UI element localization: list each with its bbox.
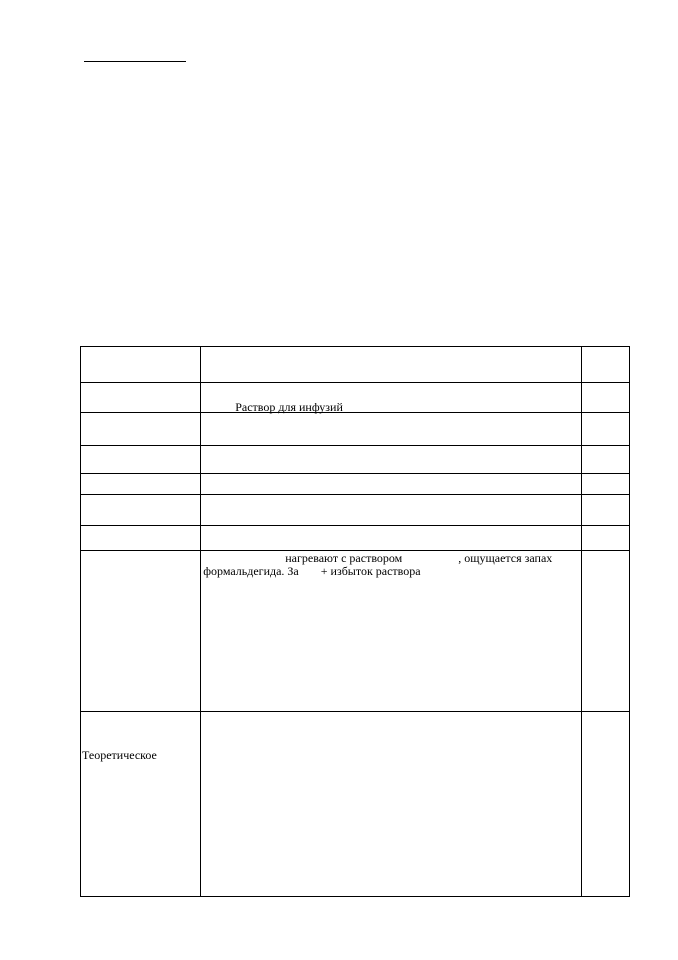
row-label-cell (81, 474, 201, 495)
row-label-cell (81, 347, 201, 383)
table-row (81, 526, 630, 551)
row-content-cell (201, 712, 582, 897)
reaction-text-part: формальдегида. За (203, 564, 299, 578)
row-label-cell (81, 446, 201, 474)
reaction-text-part: , ощущается запах (458, 551, 553, 565)
table-row (81, 413, 630, 446)
table-row (81, 446, 630, 474)
row-content-cell (201, 551, 582, 712)
dosage-form-text: Раствор для инфузий (235, 400, 343, 414)
reaction-description (203, 552, 552, 578)
row-score-cell (581, 446, 629, 474)
row-score-cell (581, 495, 629, 526)
row-label-cell (81, 413, 201, 446)
row-label-cell (81, 495, 201, 526)
table-row (81, 551, 630, 712)
row-label-cell (81, 712, 201, 897)
row-content-cell (201, 383, 582, 413)
table-row (81, 474, 630, 495)
theoretical-label: Теоретическое (82, 748, 157, 762)
row-content-cell (201, 474, 582, 495)
row-score-cell (581, 551, 629, 712)
row-score-cell (581, 383, 629, 413)
row-content-cell (201, 413, 582, 446)
row-content-cell (201, 526, 582, 551)
row-score-cell (581, 526, 629, 551)
table-row (81, 495, 630, 526)
row-score-cell (581, 413, 629, 446)
row-content-cell (201, 446, 582, 474)
reaction-text-part: нагревают с раствором (285, 551, 403, 565)
row-label-cell (81, 383, 201, 413)
reaction-text-part: + избыток раствора (320, 564, 421, 578)
row-content-cell (201, 347, 582, 383)
row-score-cell (581, 347, 629, 383)
header-underline (84, 61, 186, 62)
table-row (81, 712, 630, 897)
row-score-cell (581, 474, 629, 495)
analysis-table (80, 346, 630, 897)
row-score-cell (581, 712, 629, 897)
row-content-cell (201, 495, 582, 526)
row-label-cell (81, 551, 201, 712)
table-row (81, 383, 630, 413)
row-label-cell (81, 526, 201, 551)
table-row (81, 347, 630, 383)
